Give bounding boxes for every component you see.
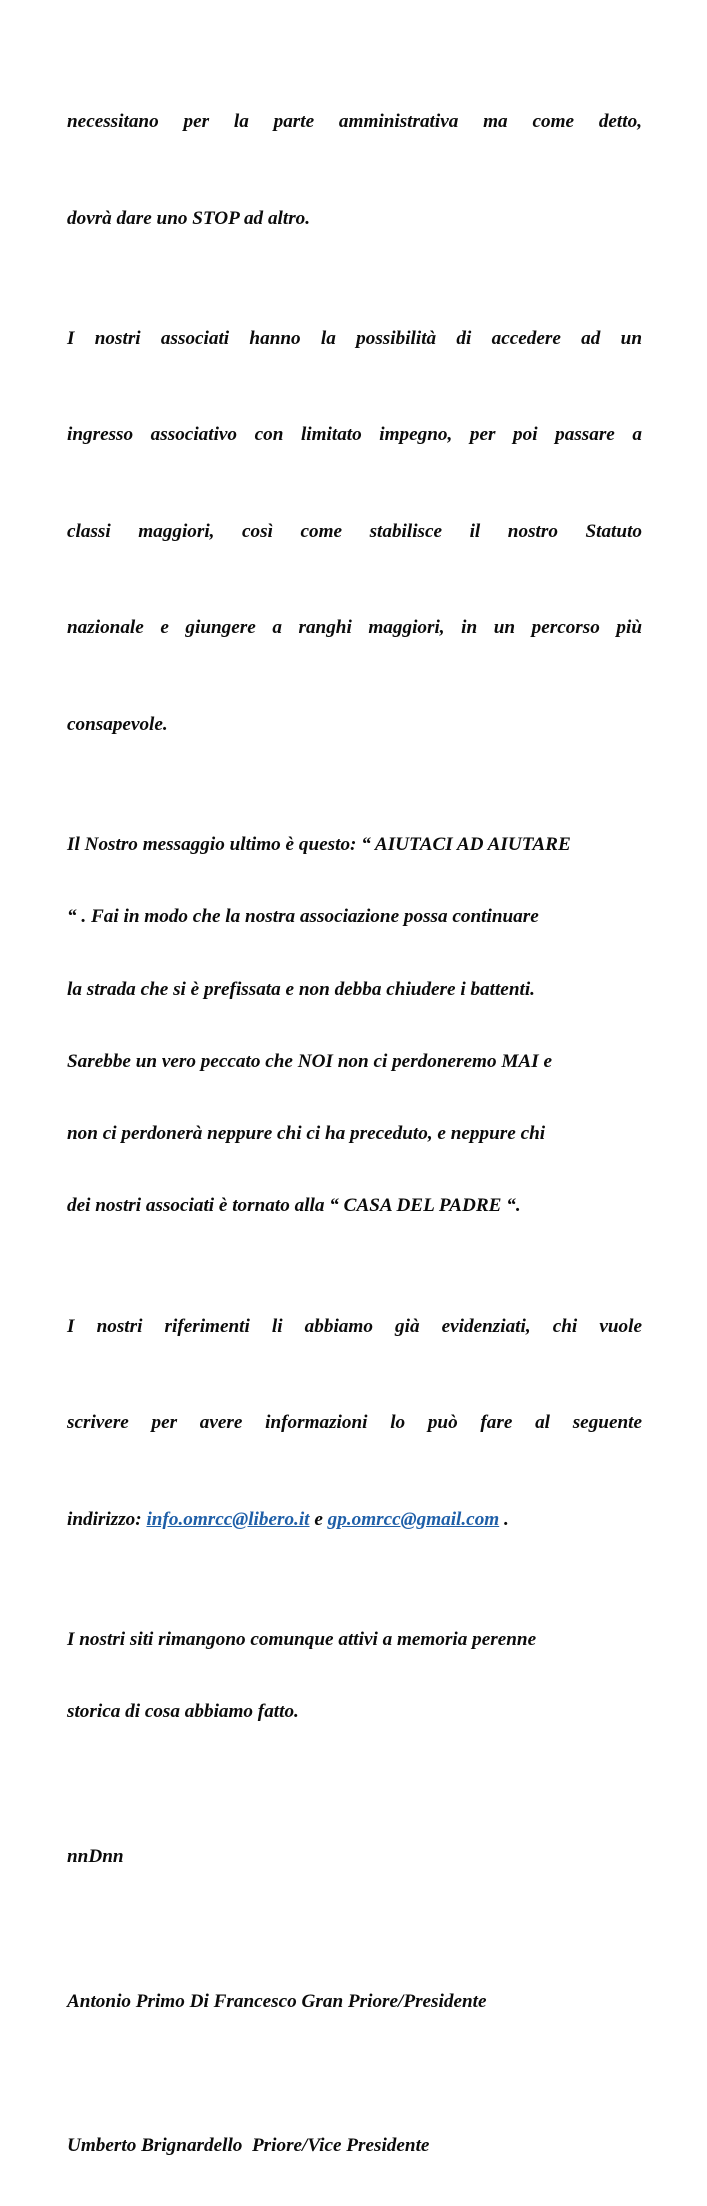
paragraph-line: dovrà dare uno STOP ad altro. xyxy=(67,207,311,229)
paragraph-line: consapevole. xyxy=(67,713,168,735)
paragraph-websites-remain-active xyxy=(67,1580,642,1773)
paragraph-line: I nostri associati hanno la possibilità di accedere ad un xyxy=(67,328,642,350)
paragraph-line: classi maggiori, così come stabilisce il nostro Statuto xyxy=(67,520,642,542)
paragraph-line-with-emails xyxy=(67,1508,642,1532)
paragraph-line: “ . Fai in modo che la nostra associazione possa continuare xyxy=(67,906,539,928)
paragraph-line: necessitano per la parte amministrativa ma come detto, xyxy=(67,111,642,133)
paragraph-line: Sarebbe un vero peccato che NOI non ci perdoneremo MAI e xyxy=(67,1050,552,1072)
paragraph-line: nazionale e giungere a ranghi maggiori, in un percorso più xyxy=(67,617,642,639)
signature-gran-priore-presidente: Antonio Primo Di Francesco Gran Priore/Presidente xyxy=(67,1990,487,2012)
email-conjunction: e xyxy=(309,1508,328,1530)
blank-line xyxy=(67,1773,642,1797)
paragraph-line: dei nostri associati è tornato alla “ CASA DEL PADRE “. xyxy=(67,1195,521,1217)
signature-closing: nnDnn xyxy=(67,1845,124,1867)
blank-line xyxy=(67,2062,642,2086)
paragraph-administrative-part xyxy=(67,62,642,279)
paragraph-membership-access xyxy=(67,279,642,785)
paragraph-contact-references xyxy=(67,1267,642,1580)
paragraph-final-message xyxy=(67,785,642,1267)
paragraph-line: I nostri siti rimangono comunque attivi a memoria perenne xyxy=(67,1629,537,1651)
paragraph-line: storica di cosa abbiamo fatto. xyxy=(67,1701,299,1723)
address-label: indirizzo: xyxy=(67,1508,147,1530)
paragraph-line: ingresso associativo con limitato impegno, per poi passare a xyxy=(67,424,642,446)
signature-priore-vice-presidente: Umberto Brignardello Priore/Vice Presidente xyxy=(67,2135,430,2157)
signature-block xyxy=(67,1797,642,2206)
paragraph-line: scrivere per avere informazioni lo può fare al seguente xyxy=(67,1412,642,1434)
sentence-terminator: . xyxy=(499,1508,509,1530)
paragraph-line: la strada che si è prefissata e non debba chiudere i battenti. xyxy=(67,978,535,1000)
paragraph-line: non ci perdonerà neppure chi ci ha preceduto, e neppure chi xyxy=(67,1123,546,1145)
email-link-libero[interactable]: info.omrcc@libero.it xyxy=(146,1508,310,1530)
paragraph-line: Il Nostro messaggio ultimo è questo: “ AIUTACI AD AIUTARE xyxy=(67,834,571,855)
email-link-gmail[interactable]: gp.omrcc@gmail.com xyxy=(327,1508,500,1530)
blank-line xyxy=(67,1917,642,1941)
paragraph-line: I nostri riferimenti li abbiamo già evidenziati, chi vuole xyxy=(67,1315,642,1337)
document-body xyxy=(67,62,642,2206)
